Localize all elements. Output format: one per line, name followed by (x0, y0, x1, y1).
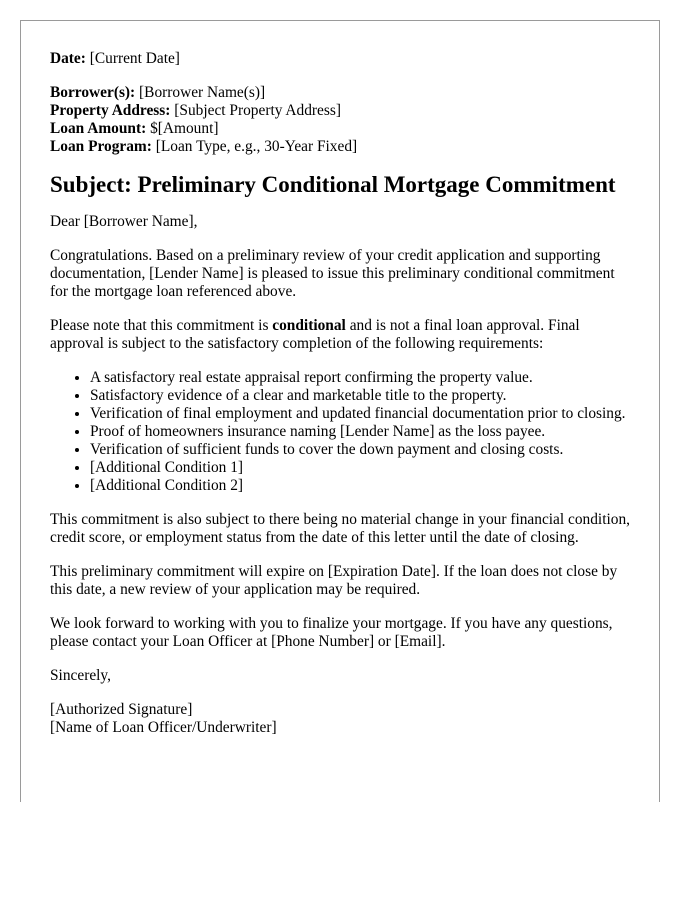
paragraph-material-change: This commitment is also subject to there being no material change in your financial condition, credit score, or employment status from the date of this letter until the date of closing. (50, 511, 630, 546)
letter-page (20, 20, 660, 802)
subject-heading: Subject: Preliminary Conditional Mortgage Commitment (50, 172, 616, 197)
date-block (50, 50, 630, 68)
amount-value: $[Amount] (150, 120, 219, 137)
property-line (50, 102, 630, 120)
paragraph-contact: We look forward to working with you to finalize your mortgage. If you have any questions, please contact your Loan Officer at [Phone Number] or [Email]. (50, 615, 613, 650)
date-label: Date: (50, 50, 86, 67)
salutation: Dear [Borrower Name], (50, 213, 198, 230)
list-item: • Verification of sufficient funds to cover the down payment and closing costs. (90, 441, 630, 459)
paragraph-intro: Congratulations. Based on a preliminary review of your credit application and supporting documentation, [Lender Name] is pleased to issue this preliminary conditional commitment for the mortgage loan referenced above. (50, 247, 615, 300)
closing: Sincerely, (50, 667, 111, 684)
conditions-list (50, 369, 630, 495)
amount-label: Loan Amount: (50, 120, 147, 137)
paragraph-conditional-after: and is not a final loan approval. Final approval is subject to the satisfactory completion of the following requirements: (50, 317, 580, 352)
date-line (50, 50, 630, 68)
borrower-value: [Borrower Name(s)] (139, 84, 266, 101)
loan-info-block (50, 84, 630, 156)
borrower-label: Borrower(s): (50, 84, 136, 101)
list-item: • Satisfactory evidence of a clear and marketable title to the property. (90, 387, 630, 405)
date-value: [Current Date] (89, 50, 180, 67)
borrower-line (50, 84, 630, 102)
program-value: [Loan Type, e.g., 30-Year Fixed] (155, 138, 358, 155)
list-item: • [Additional Condition 2] (90, 477, 630, 495)
signer-name: [Name of Loan Officer/Underwriter] (50, 719, 277, 736)
letter-content (50, 50, 630, 737)
program-line (50, 138, 630, 156)
list-item: • Verification of final employment and updated financial documentation prior to closing. (90, 405, 630, 423)
conditional-emphasis: conditional (272, 317, 346, 334)
paragraph-conditional (50, 317, 630, 353)
signature: [Authorized Signature] (50, 701, 193, 718)
list-item: • [Additional Condition 1] (90, 459, 630, 477)
paragraph-expiration: This preliminary commitment will expire on [Expiration Date]. If the loan does not close by this date, a new review of your application may be required. (50, 563, 618, 598)
amount-line (50, 120, 630, 138)
list-item: • Proof of homeowners insurance naming [Lender Name] as the loss payee. (90, 423, 630, 441)
property-label: Property Address: (50, 102, 171, 119)
list-item: • A satisfactory real estate appraisal report confirming the property value. (90, 369, 630, 387)
property-value: [Subject Property Address] (174, 102, 341, 119)
paragraph-conditional-before: Please note that this commitment is (50, 317, 273, 334)
program-label: Loan Program: (50, 138, 152, 155)
